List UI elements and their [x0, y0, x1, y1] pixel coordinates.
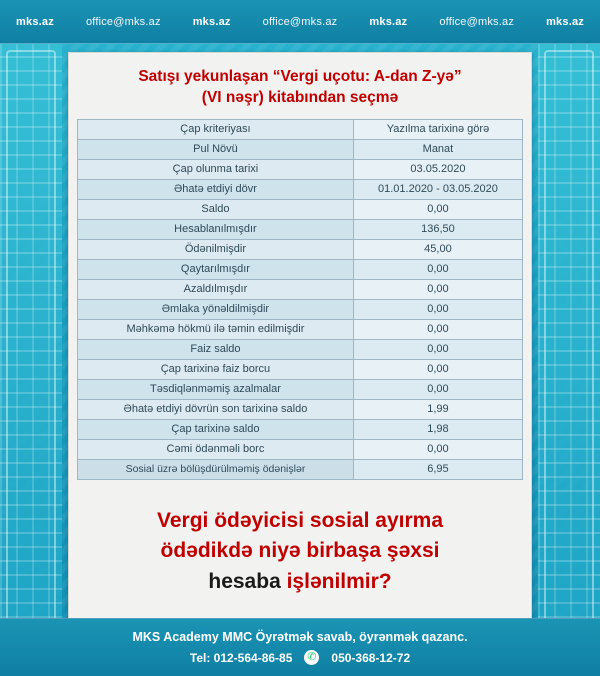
table-cell-value: 0,00 — [353, 259, 522, 279]
top-contact-bar — [0, 0, 600, 44]
table-row — [78, 259, 523, 279]
table-row — [78, 419, 523, 439]
table-cell-label: Hesablanılmışdır — [78, 219, 354, 239]
topbar-item-site-3: mks.az — [369, 15, 408, 28]
table-cell-label: Çap tarixinə faiz borcu — [78, 359, 354, 379]
table-row — [78, 379, 523, 399]
table-cell-value: 0,00 — [353, 339, 522, 359]
table-cell-label: Sosial üzrə bölüşdürülməmiş ödənişlər — [78, 459, 354, 479]
decorative-border-left — [0, 44, 62, 632]
table-cell-label: Məhkəmə hökmü ilə təmin edilmişdir — [78, 319, 354, 339]
question-block — [77, 492, 523, 613]
table-cell-value: Yazılma tarixinə görə — [353, 119, 522, 139]
table-cell-value: 1,98 — [353, 419, 522, 439]
topbar-item-site-1: mks.az — [16, 15, 54, 28]
table-row — [78, 439, 523, 459]
footer-contacts — [190, 650, 410, 665]
question-line-3 — [87, 567, 513, 597]
table-cell-label: Qaytarılmışdır — [78, 259, 354, 279]
footer-mobile[interactable]: 050-368-12-72 — [331, 650, 411, 665]
topbar-item-site-4: mks.az — [546, 15, 584, 28]
table-row — [78, 399, 523, 419]
headline-line-2: (VI nəşr) kitabından seçmə — [201, 88, 399, 106]
table-cell-value: 03.05.2020 — [353, 159, 522, 179]
table-cell-label: Əhatə etdiyi dövr — [78, 179, 354, 199]
table-cell-label: Təsdiqlənməmiş azalmalar — [78, 379, 354, 399]
table-cell-label: Pul Növü — [78, 139, 354, 159]
table-cell-value: Manat — [353, 139, 522, 159]
topbar-item-email-3: office@mks.az — [439, 15, 515, 28]
table-cell-label: Cəmi ödənməli borc — [78, 439, 354, 459]
topbar-item-site-2: mks.az — [192, 15, 231, 28]
table-cell-value: 0,00 — [353, 439, 522, 459]
table-cell-label: Çap tarixinə saldo — [78, 419, 354, 439]
table-row — [78, 179, 523, 199]
table-row — [78, 119, 523, 139]
table-cell-label: Çap olunma tarixi — [78, 159, 354, 179]
decorative-border-right — [538, 44, 600, 632]
table-row — [78, 239, 523, 259]
tax-report-table — [77, 119, 523, 480]
footer-phone[interactable]: Tel: 012-564-86-85 — [189, 650, 293, 665]
question-line-3-accent: işlənilmir? — [286, 569, 392, 593]
topbar-item-email-1: office@mks.az — [85, 15, 161, 28]
table-cell-value: 45,00 — [353, 239, 522, 259]
table-row — [78, 219, 523, 239]
table-cell-value: 0,00 — [353, 299, 522, 319]
topbar-item-email-2: office@mks.az — [262, 15, 338, 28]
table-cell-label: Çap kriteriyası — [78, 119, 354, 139]
table-row — [78, 459, 523, 479]
headline-line-1: Satışı yekunlaşan “Vergi uçotu: A-dan Z-yə” — [138, 68, 462, 85]
table-cell-label: Faiz saldo — [78, 339, 354, 359]
question-line-1: Vergi ödəyicisi sosial ayırma — [157, 508, 443, 532]
table-cell-label: Əmlaka yönəldilmişdir — [78, 299, 354, 319]
table-row — [78, 199, 523, 219]
headline — [77, 63, 523, 119]
table-cell-value: 0,00 — [353, 379, 522, 399]
table-cell-value: 0,00 — [353, 199, 522, 219]
table-cell-label: Saldo — [78, 199, 354, 219]
footer-bar — [0, 618, 600, 676]
table-cell-value: 136,50 — [353, 219, 522, 239]
table-cell-value: 0,00 — [353, 319, 522, 339]
table-cell-value: 6,95 — [353, 459, 522, 479]
table-cell-value: 0,00 — [353, 279, 522, 299]
table-cell-label: Ödənilmişdir — [78, 239, 354, 259]
table-row — [78, 159, 523, 179]
table-row — [78, 139, 523, 159]
table-cell-value: 0,00 — [353, 359, 522, 379]
table-row — [78, 339, 523, 359]
table-row — [78, 359, 523, 379]
question-line-3-prefix: hesaba — [208, 569, 287, 593]
table-cell-label: Azaldılmışdır — [78, 279, 354, 299]
content-card — [68, 52, 532, 622]
table-row — [78, 279, 523, 299]
table-cell-value: 1,99 — [353, 399, 522, 419]
question-line-2: ödədikdə niyə birbaşa şəxsi — [160, 539, 440, 563]
table-cell-value: 01.01.2020 - 03.05.2020 — [353, 179, 522, 199]
table-row — [78, 299, 523, 319]
table-row — [78, 319, 523, 339]
table-cell-label: Əhatə etdiyi dövrün son tarixinə saldo — [78, 399, 354, 419]
whatsapp-icon: ✆ — [304, 650, 319, 665]
footer-tagline: MKS Academy MMC Öyrətmək savab, öyrənmək qazanc. — [132, 630, 468, 644]
